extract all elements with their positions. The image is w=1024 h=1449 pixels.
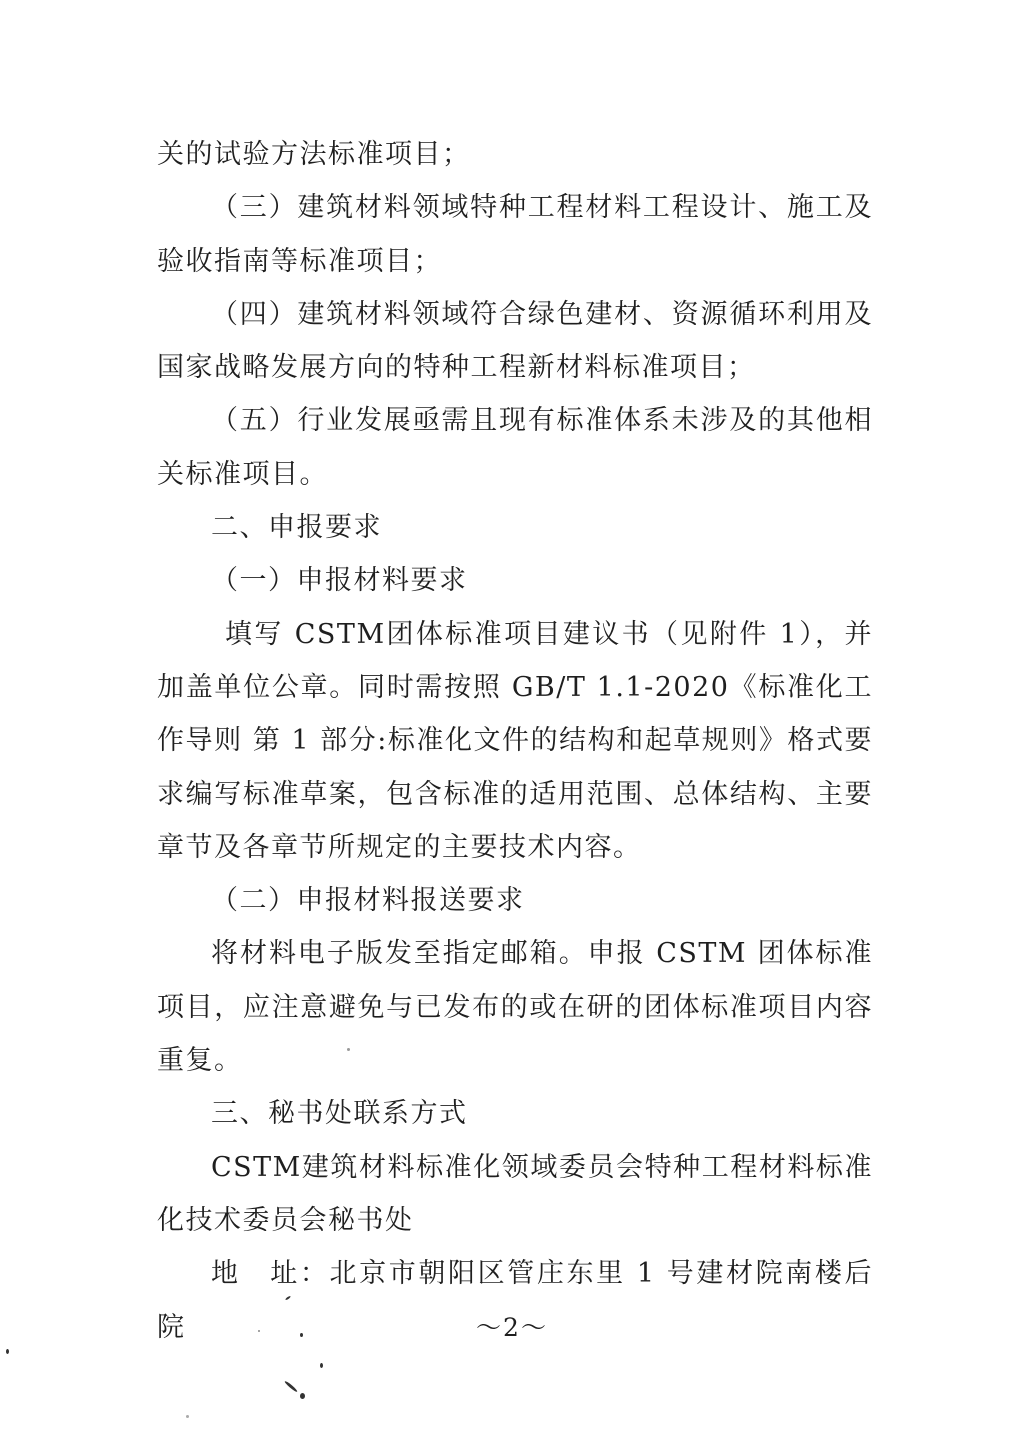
- subsection-heading-2-1: （一）申报材料要求: [211, 565, 468, 597]
- paragraph-4: （五）行业发展亟需且现有标准体系未涉及的其他相关标准项目。: [157, 405, 873, 490]
- document-body: [157, 128, 873, 1354]
- scan-speck: [300, 1333, 303, 1337]
- paragraph-9: 将材料电子版发至指定邮箱。申报 CSTM 团体标准项目，应注意避免与已发布的或在研的团体标准项目内容重复。: [157, 938, 873, 1077]
- section-heading-2: 二、申报要求: [211, 512, 382, 544]
- section-heading-3: 三、秘书处联系方式: [211, 1098, 468, 1130]
- scan-speck: [258, 1330, 260, 1332]
- paragraph-7: 填写 CSTM团体标准项目建议书（见附件 1），并加盖单位公章。同时需按照 GB/T 1.1-2020《标准化工作导则 第 1 部分:标准化文件的结构和起草规则》格式要求编写标准草案，包含标准的适用范围、总体结构、主要章节及各章节所规定的主要技术内容。: [157, 618, 873, 863]
- paragraph-3: （四）建筑材料领域符合绿色建材、资源循环利用及国家战略发展方向的特种工程新材料标准项目；: [157, 298, 873, 384]
- scan-speck: [284, 1380, 298, 1393]
- paragraph-2: （三）建筑材料领域特种工程材料工程设计、施工及验收指南等标准项目；: [157, 192, 873, 277]
- scan-speck: [347, 1048, 350, 1051]
- scan-speck: [320, 1363, 323, 1368]
- subsection-heading-2-2: （二）申报材料报送要求: [211, 885, 525, 917]
- page-number: ～2～: [476, 1313, 548, 1342]
- scan-speck: [300, 1393, 305, 1399]
- scan-speck: [6, 1349, 9, 1354]
- address-line: 地 址：北京市朝阳区管庄东里 1 号建材院南楼后院: [157, 1258, 873, 1343]
- paragraph-11: CSTM建筑材料标准化领域委员会特种工程材料标准化技术委员会秘书处: [157, 1151, 873, 1236]
- scan-speck: [186, 1415, 189, 1418]
- paragraph-1: 关的试验方法标准项目；: [157, 139, 471, 170]
